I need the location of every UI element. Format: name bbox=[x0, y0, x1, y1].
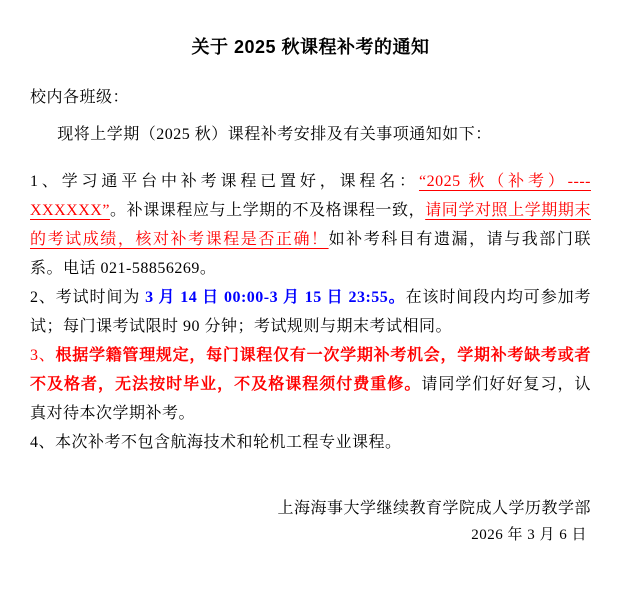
text-segment-red: 3、 bbox=[30, 347, 56, 364]
text-segment-red-bold: 根据学籍管理规定，每门课程仅有一次学期补考机会，学期补考缺考或者不及格者，无法按时毕业，不及格课程须付费重修。 bbox=[30, 347, 591, 393]
text-segment-blue-bold: 3 月 14 日 00:00-3 月 15 日 23:55。 bbox=[145, 289, 406, 306]
text-segment-black: 2、考试时间为 bbox=[30, 289, 146, 306]
text-segment-black: 请同学们好好复习，认真对待本次学期补考。 bbox=[30, 376, 591, 422]
date-line: 2026 年 3 月 6 日 bbox=[471, 527, 587, 543]
notice-paragraph bbox=[30, 283, 591, 341]
text-segment-black: 如补考科目有遗漏，请与我部门联系。电话 021-58856269。 bbox=[30, 231, 591, 277]
text-segment-red-underline: 请同学对照上学期期末的考试成绩，核对补考课程是否正确！ bbox=[30, 202, 591, 248]
notice-paragraph bbox=[30, 167, 591, 283]
text-segment-black: 1、学习通平台中补考课程已置好，课程名： bbox=[30, 173, 419, 190]
notice-paragraph bbox=[30, 428, 591, 457]
text-segment-red-underline: “2025 秋（补考）----XXXXXX” bbox=[30, 173, 591, 219]
text-segment-black: 4、本次补考不包含航海技术和轮机工程专业课程。 bbox=[30, 434, 402, 451]
intro-line: 现将上学期（2025 秋）课程补考安排及有关事项通知如下： bbox=[57, 126, 492, 143]
salutation-line: 校内各班级： bbox=[30, 89, 130, 106]
document-title: 关于 2025 秋课程补考的通知 bbox=[191, 37, 430, 57]
notice-paragraphs bbox=[30, 167, 591, 457]
notice-paragraph bbox=[30, 341, 591, 428]
signature-line: 上海海事大学继续教育学院成人学历教学部 bbox=[277, 500, 591, 517]
text-segment-black: 。补课课程应与上学期的不及格课程一致， bbox=[109, 202, 426, 219]
text-segment-black: 在该时间段内均可参加考试；每门课考试限时 90 分钟；考试规则与期末考试相同。 bbox=[30, 289, 591, 335]
